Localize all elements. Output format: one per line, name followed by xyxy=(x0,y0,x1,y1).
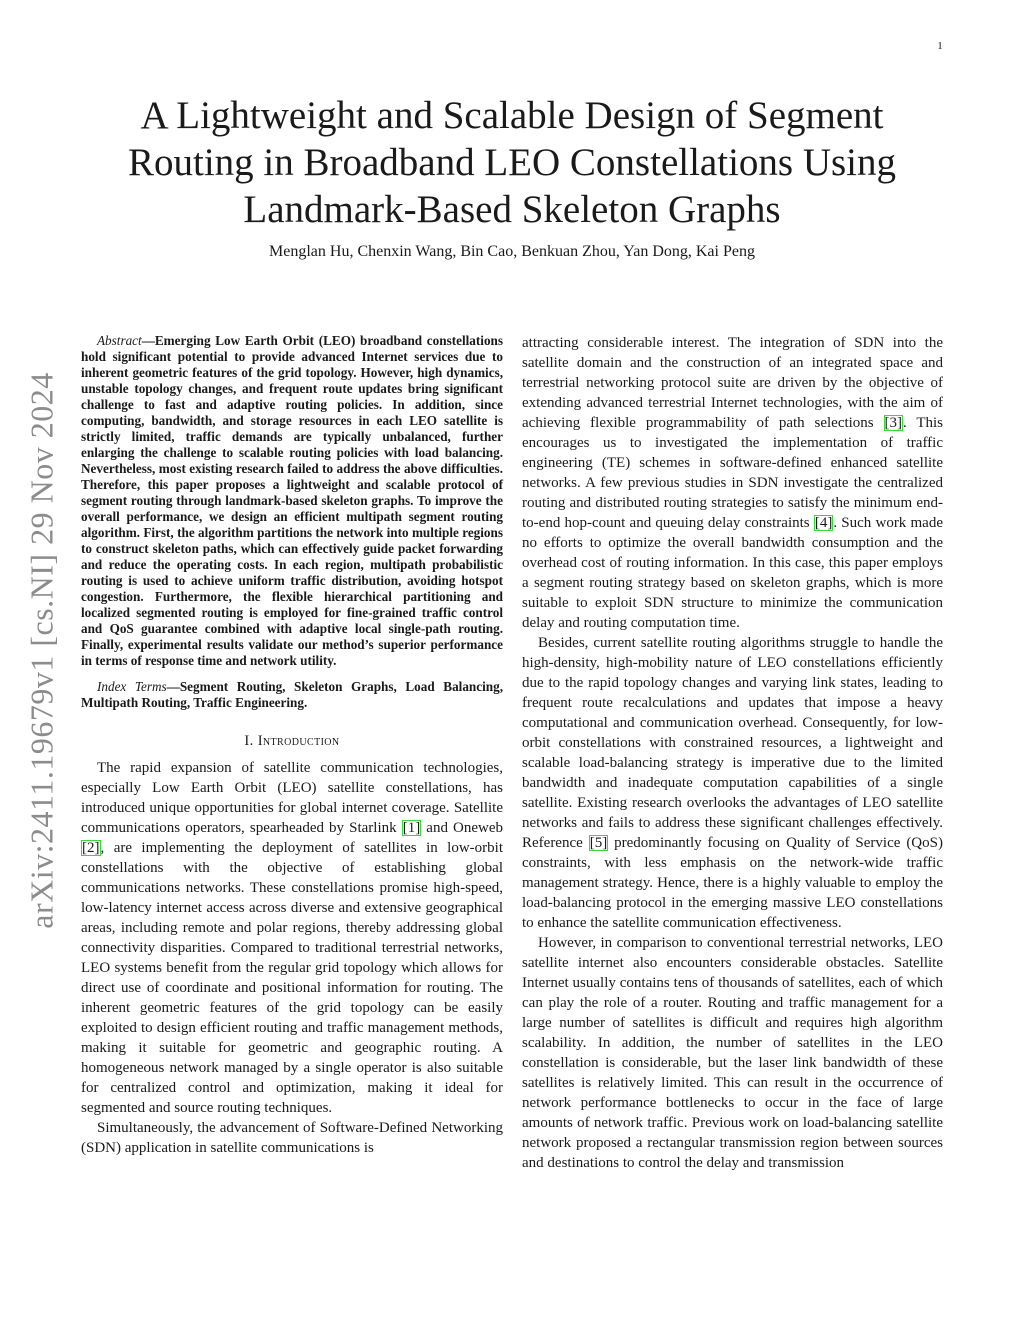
paper-title: A Lightweight and Scalable Design of Segment Routing in Broadband LEO Constellations Using Landmark-Based Skeleton Graphs xyxy=(127,94,897,231)
abstract-text: —Emerging Low Earth Orbit (LEO) broadband constellations hold significant potential to provide advanced Internet services due to inherent geometric features of the grid topology. However, high dynamics, unstable topology changes, and frequent route updates bring significant challenge to fast and adaptive routing policies. In addition, since computing, bandwidth, and storage resources in each LEO satellite is strictly limited, traffic demands are typically unbalanced, further enlarging the challenge to scalable routing policies with load balancing. Nevertheless, most existing research failed to address the above difficulties. Therefore, this paper proposes a lightweight and scalable protocol of segment routing through landmark-based skeleton graphs. To improve the overall performance, we design an efficient multipath segment routing algorithm. First, the algorithm partitions the network into multiple regions to construct skeleton paths, which can effectively guide packet forwarding and reduce the operating costs. In each region, multipath probabilistic routing is used to achieve uniform traffic distribution, avoiding hotspot congestion. Furthermore, the flexible hierarchical partitioning and localized segmented routing is employed for fine-grained traffic control and QoS guarantee combined with adaptive local single-path routing. Finally, experimental results validate our method’s superior performance in terms of response time and network utility. xyxy=(81,333,503,668)
citation-link-3[interactable]: [3] xyxy=(884,415,902,431)
author-list: Menglan Hu, Chenxin Wang, Bin Cao, Benkuan Zhou, Yan Dong, Kai Peng xyxy=(269,243,755,260)
intro-paragraph-4: However, in comparison to conventional terrestrial networks, LEO satellite internet also encounters considerable obstacles. Satellite Internet usually contains tens of thousands of satellites, each of which can play the role of a router. Routing and traffic management for a large number of satellites is difficult and requires high algorithm scalability. In addition, the number of satellites in the LEO constellation is considerable, but the laser link bandwidth of these satellites is relatively limited. This can result in the occurrence of network performance bottlenecks to occur in the face of large amounts of network traffic. Previous work on load-balancing satellite network proposed a rectangular transmission region between sources and destinations to control the delay and transmission xyxy=(522,935,943,1171)
section-title: Introduction xyxy=(257,733,340,749)
page-number: 1 xyxy=(937,40,943,52)
intro-p2-cont-text-c: . Such work made no efforts to optimize the overall bandwidth consumption and the overhead cost of routing information. In this case, this paper employs a segment routing strategy based on skeleton graphs, which is more suitable to exploit SDN structure to minimize the communication delay and routing computation time. xyxy=(522,515,943,631)
citation-link-2[interactable]: [2] xyxy=(82,840,100,856)
arxiv-identifier-text: arXiv:2411.19679v1 [cs.NI] 29 Nov 2024 xyxy=(23,371,60,929)
intro-p1-text-a: The rapid expansion of satellite communication technologies, especially Low Earth Orbit (LEO) satellite constellations, has introduced unique opportunities for global internet coverage. Satellite communications operators, spearheaded by Starlink xyxy=(81,760,503,836)
section-numeral: I. xyxy=(244,733,258,749)
intro-p2-cont-text-b: . This encourages us to investigated the implementation of traffic engineering (TE) schemes in software-defined enhanced satellite networks. A few previous studies in SDN investigate the centralized routing and distributed routing strategies to satisfy the minimum end-to-end hop-count and queuing delay constraints xyxy=(522,415,943,531)
index-terms xyxy=(81,679,503,711)
citation-link-1[interactable]: [1] xyxy=(402,820,421,836)
abstract-label: Abstract xyxy=(97,333,142,348)
intro-p1-text-b: and Oneweb xyxy=(421,820,504,836)
left-column xyxy=(81,333,503,1158)
index-terms-text: —Segment Routing, Skeleton Graphs, Load Balancing, Multipath Routing, Traffic Engineering. xyxy=(81,679,503,710)
abstract xyxy=(81,333,503,669)
right-column xyxy=(522,333,943,1173)
intro-paragraph-2-continued xyxy=(522,333,943,633)
section-heading-introduction xyxy=(81,731,503,751)
intro-p1-text-c: , are implementing the deployment of satellites in low-orbit constellations with the objective of establishing global communications networks. These constellations promise high-speed, low-latency internet access across diverse and extensive geographical areas, including remote and polar regions, thereby addressing global connectivity disparities. Compared to traditional terrestrial networks, LEO systems benefit from the regular grid topology which allows for direct use of coordinate and positional information for routing. The inherent geometric features of the grid topology can be easily exploited to design efficient routing and traffic management methods, making it suitable for geometric and geographic routing. A homogeneous network managed by a single operator is also suitable for centralized control and optimization, making it ideal for segmented and source routing techniques. xyxy=(81,840,503,1116)
citation-link-4[interactable]: [4] xyxy=(814,515,833,531)
intro-paragraph-3 xyxy=(522,633,943,933)
intro-p3-text-b: predominantly focusing on Quality of Service (QoS) constraints, with less emphasis on the network-wide traffic management strategy. Hence, there is a highly valuable to employ the load-balancing protocol in the emerging massive LEO constellations to enhance the satellite communication effectiveness. xyxy=(522,835,943,931)
arxiv-identifier-stamp xyxy=(22,355,62,945)
intro-p3-text-a: Besides, current satellite routing algorithms struggle to handle the high-density, high-mobility nature of LEO constellations efficiently due to the rapid topology changes and varying link states, leading to frequent route recalculations and updates that impose a heavy computational and communication overhead. Consequently, for low-orbit constellations with constrained resources, a lightweight and scalable load-balancing strategy is imperative due to the limited bandwidth and inadequate computation capabilities of a single satellite. Existing research overlooks the advantages of LEO satellite networks and fails to address these significant challenges effectively. Reference xyxy=(522,635,943,851)
intro-p2-cont-text-a: attracting considerable interest. The integration of SDN into the satellite domain and the construction of an integrated space and terrestrial networking protocol suite are driven by the objective of extending advanced terrestrial Internet technologies, with the aim of achieving flexible programmability of path selections xyxy=(522,335,943,431)
index-terms-label: Index Terms xyxy=(97,679,167,694)
intro-paragraph-1 xyxy=(81,758,503,1118)
citation-link-5[interactable]: [5] xyxy=(589,835,608,851)
intro-paragraph-2: Simultaneously, the advancement of Software-Defined Networking (SDN) application in satellite communications is xyxy=(81,1120,503,1156)
